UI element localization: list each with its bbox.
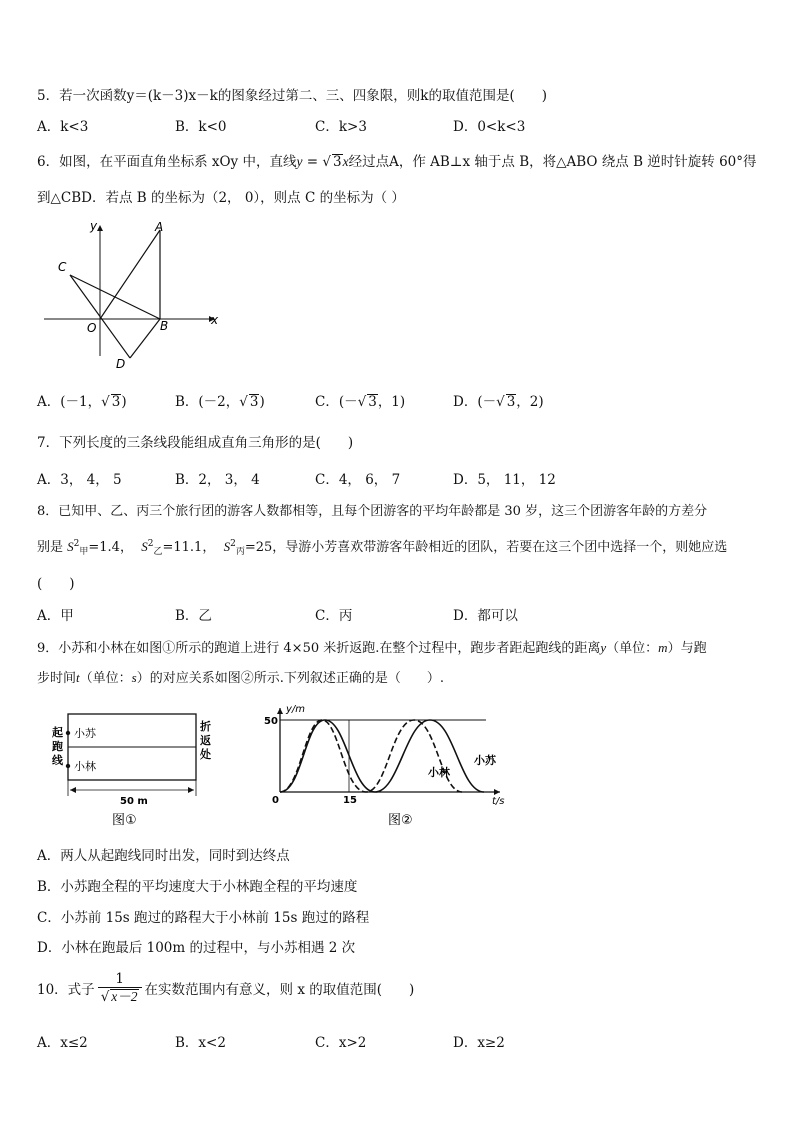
q6-option-c: C．(－√ 3，1): [315, 394, 406, 410]
q8-option-c: C．丙: [315, 608, 353, 624]
start-label-char3: 线: [52, 754, 63, 767]
q7-option-d: D．5， 11， 12: [453, 472, 556, 488]
q8-option-a: A．甲: [37, 608, 74, 624]
q9-figure1-track: [48, 700, 224, 830]
q9-option-c: C．小苏前 15s 跑过的路程大于小林前 15s 跑过的路程: [37, 910, 370, 926]
sqrt-sign-icon: √: [357, 394, 367, 410]
label-A: A: [155, 220, 164, 234]
q7-stem: 7．下列长度的三条线段能组成直角三角形的是( ): [37, 435, 354, 451]
xiaosu-curve: [280, 720, 484, 792]
q6-stem-b: 经过点A，作 AB⊥x 轴于点 B，将△ABO 绕点 B 逆时针旋转 60°得: [348, 154, 757, 170]
fig1-width-label: 50 m: [120, 796, 148, 807]
q8-option-d: D．都可以: [453, 608, 518, 624]
fig1-runner1-label: 小苏: [74, 727, 96, 740]
label-y-axis: y: [90, 219, 98, 233]
sqrt-sign-icon: √: [101, 394, 110, 410]
q10-option-b: B．x<2: [175, 1035, 226, 1051]
q6-figure: [38, 218, 228, 376]
sqrt-sign-icon: √: [496, 394, 505, 410]
graph-x-label: t/s: [492, 796, 505, 807]
q10-option-d: D．x≥2: [453, 1035, 505, 1051]
q8-stem-line2: 别是 $S^2_甲=1.4$， $S^2_乙=11.1$， $S^2_丙=25$，导游小芳喜欢带游客年龄相近的团队，若要在这三个团中选择一个，则她应选: [37, 539, 728, 557]
fig2-caption: 图②: [388, 813, 413, 828]
q6-option-b: B．(－2，√ 3): [175, 394, 265, 410]
q10-option-c: C．x>2: [315, 1035, 367, 1051]
q6-stem-a: 6．如图，在平面直角坐标系 xOy 中，直线: [37, 154, 297, 170]
graph-x-tick: 15: [343, 795, 357, 806]
q6-option-a: A．(－1，√ 3): [37, 394, 127, 410]
q10-option-a: A．x≤2: [37, 1035, 88, 1051]
q5-stem: 5．若一次函数y＝(k－3)x－k的图象经过第二、三、四象限，则k的取值范围是( ): [37, 88, 548, 104]
q7-option-b: B．2， 3， 4: [175, 472, 260, 488]
q6-option-d: D．(－√ 3，2): [453, 394, 544, 410]
sqrt-sign-icon: √: [322, 154, 331, 170]
q10-fraction: $\frac{1}{√ x-2}$: [98, 972, 142, 1005]
q9-option-a: A．两人从起跑线同时出发，同时到达终点: [37, 848, 290, 864]
line-OA: [100, 230, 160, 319]
q7-option-a: A．3， 4， 5: [37, 472, 122, 488]
line-DB: [130, 319, 160, 358]
graph-runner1-label: 小苏: [474, 754, 496, 767]
q6-eq-eq: =: [302, 154, 323, 170]
turn-label-char3: 处: [200, 748, 211, 761]
turn-label-char2: 返: [200, 734, 211, 747]
runner2-marker: [66, 764, 70, 768]
q5-option-a: A．k<3: [37, 119, 89, 135]
q5-option-d: D．0<k<3: [453, 119, 526, 135]
q8-option-b: B．乙: [175, 608, 212, 624]
q7-option-c: C．4， 6， 7: [315, 472, 401, 488]
fig1-caption: 图①: [112, 813, 137, 828]
start-label-char1: 起: [52, 726, 63, 739]
label-O: O: [87, 321, 97, 335]
q8-stem-line1: 8．已知甲、乙、丙三个旅行团的游客人数都相等，且每个团游客的平均年龄都是 30 岁，这三个团游客年龄的方差分: [37, 504, 708, 519]
q6-stem-line2: 到△CBD．若点 B 的坐标为（2， 0），则点 C 的坐标为（ ）: [37, 190, 405, 206]
q8-stem-line3: ( ): [37, 576, 75, 592]
label-D: D: [116, 357, 126, 371]
q9-option-d: D．小林在跑最后 100m 的过程中，与小苏相遇 2 次: [37, 940, 356, 956]
runner1-marker: [66, 731, 70, 735]
label-x-axis: x: [211, 313, 219, 327]
graph-y-label: y/m: [286, 704, 306, 715]
graph-origin: 0: [272, 795, 279, 806]
q9-option-b: B．小苏跑全程的平均速度大于小林跑全程的平均速度: [37, 879, 358, 895]
q10-stem: 10．式子 $\frac{1}{√ x-2}$ 在实数范围内有意义，则 x 的取值范围( ): [37, 971, 415, 1005]
graph-runner2-label: 小林: [428, 766, 450, 779]
q9-stem-line2: 步时间t（单位：s）的对应关系如图②所示.下列叙述正确的是（ ）.: [37, 670, 444, 686]
turn-label-char1: 折: [200, 720, 211, 733]
label-C: C: [58, 260, 67, 274]
q9-figure2-graph: [262, 700, 512, 830]
graph-y-tick: 50: [264, 716, 278, 727]
q5-option-c: C．k>3: [315, 119, 367, 135]
q6-eq-rad: 3: [333, 154, 342, 170]
xiaolin-curve: [280, 720, 462, 792]
line-CB: [70, 275, 160, 319]
start-label-char2: 跑: [52, 740, 63, 753]
q6-stem-line1: [37, 150, 757, 170]
q6-eq-x: x: [342, 154, 349, 169]
sqrt-sign-icon: √: [100, 988, 110, 1005]
q5-option-b: B．k<0: [175, 119, 227, 135]
label-B: B: [160, 319, 169, 333]
sqrt-sign-icon: √: [239, 394, 248, 410]
q9-stem-line1: 9．小苏和小林在如图①所示的跑道上进行 4×50 米折返跑.在整个过程中，跑步者距起跑线的距离y（单位：m）与跑: [37, 640, 707, 656]
fig1-runner2-label: 小林: [74, 760, 96, 773]
q6-eq-y: y: [296, 154, 303, 169]
